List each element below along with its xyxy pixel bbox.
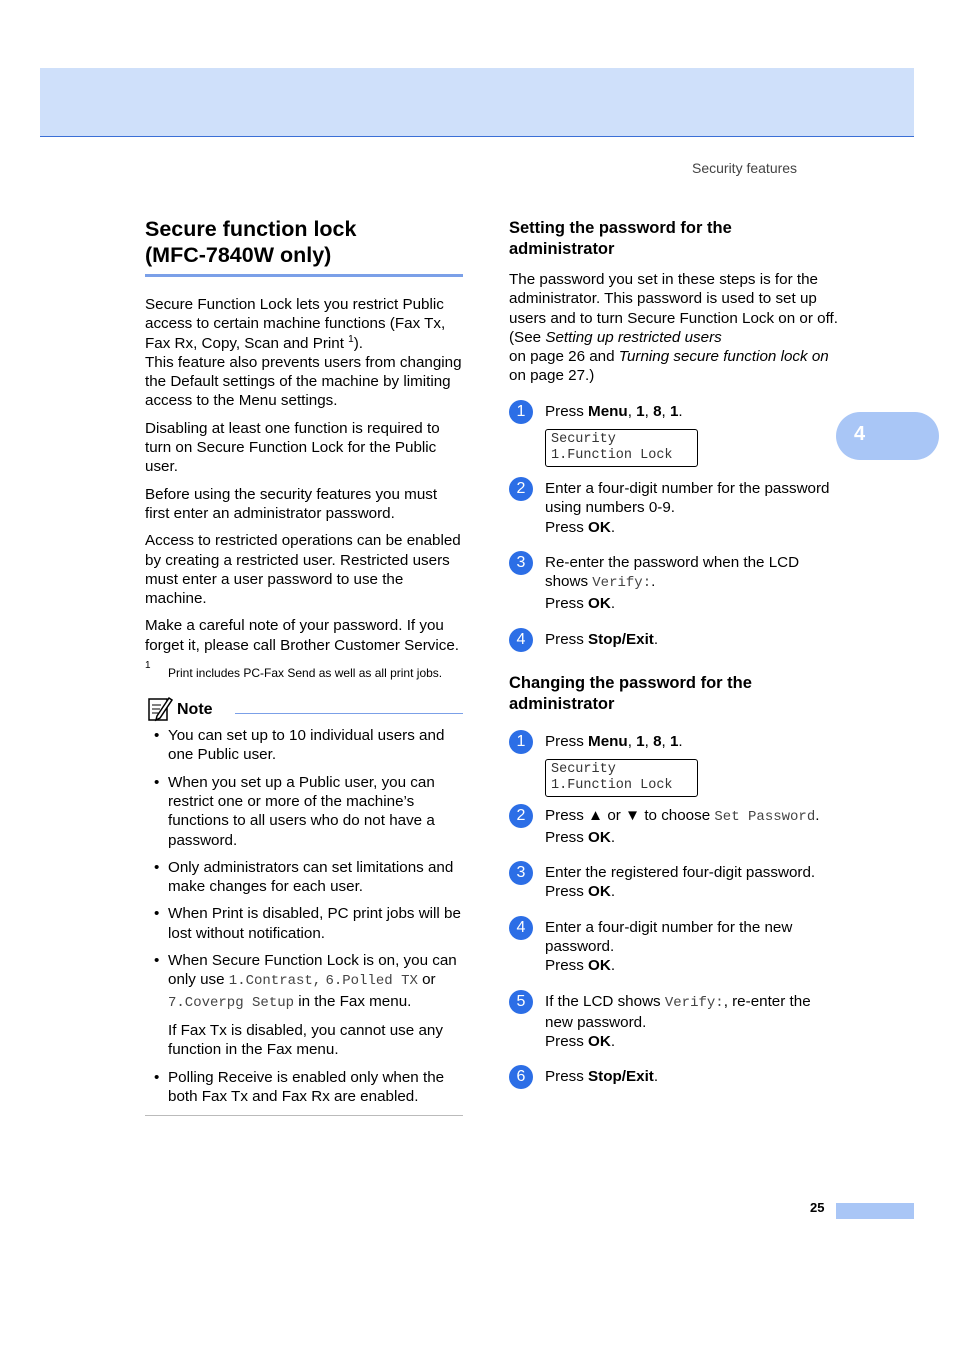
intro-paragraph xyxy=(145,295,463,411)
step-item xyxy=(509,806,839,847)
step-text: . xyxy=(610,957,616,975)
note-header xyxy=(145,696,463,726)
step-text: Press xyxy=(545,518,589,536)
step-text: , xyxy=(627,402,637,420)
note-text: or xyxy=(417,971,436,989)
section-title xyxy=(145,216,463,277)
header-band xyxy=(40,68,914,137)
step-text: Press xyxy=(545,883,589,901)
step-text: Press xyxy=(545,828,589,846)
paragraph-before-using: Before using the security features you must first enter an administrator password. xyxy=(145,485,438,522)
intro-text: The password you set in these steps is for the administrator. This password is used to set up users and to turn Secure Function Lock on or off. (See xyxy=(509,271,838,346)
subtitle-line-2: administrator xyxy=(509,240,615,258)
step-text: , xyxy=(661,733,670,751)
paragraph-disabling: Disabling at least one function is required to turn on Secure Function Lock for the Public user. xyxy=(145,419,440,476)
note-end-rule xyxy=(145,1115,463,1116)
intro-text: on page 27.) xyxy=(509,367,595,385)
step-text: . xyxy=(678,733,683,751)
intro-text-2: This feature also prevents users from changing the Default settings of the machine by limiting access to the Menu settings. xyxy=(145,353,462,410)
step-number: 3 xyxy=(509,551,533,575)
step-text: . xyxy=(610,594,616,612)
step-number: 3 xyxy=(509,861,533,885)
step-text: Press xyxy=(545,957,589,975)
right-column xyxy=(509,218,839,1087)
note-title: Note xyxy=(177,701,213,719)
step-text: , xyxy=(644,402,654,420)
step-item xyxy=(509,992,839,1052)
note-item: • You can set up to 10 individual users and one Public user. xyxy=(145,726,463,765)
lcd-display xyxy=(545,429,698,467)
step-text: . xyxy=(610,518,616,536)
step-item xyxy=(509,1067,839,1086)
step-text: Enter the registered four-digit password. xyxy=(545,864,816,882)
lcd-display xyxy=(545,759,698,797)
step-text: to choose xyxy=(640,807,715,825)
note-item xyxy=(145,951,463,1059)
paragraph-careful-note: Make a careful note of your password. If you forget it, please call Brother Customer Service. xyxy=(145,617,460,654)
step-text: . xyxy=(610,1033,616,1051)
key-1: 1 xyxy=(669,402,679,420)
step-text: . xyxy=(678,402,683,420)
note-item: • When you set up a Public user, you can restrict one or more of the machine’s functions to all users who do not have a password. xyxy=(145,773,463,850)
subtitle-line-1: Setting the password for the xyxy=(509,219,732,237)
step-item xyxy=(509,402,839,467)
intro-text-end: ). xyxy=(353,334,363,352)
intro-text: on page 26 and xyxy=(509,348,619,366)
xref-turning-lock-on: Turning secure function lock on xyxy=(618,348,829,366)
step-text: or xyxy=(603,807,626,825)
step-number: 1 xyxy=(509,730,533,754)
chapter-number: 4 xyxy=(854,423,866,445)
lcd-line-2: 1.Function Lock xyxy=(551,778,673,794)
step-number: 6 xyxy=(509,1065,533,1089)
step-text: . xyxy=(610,828,616,846)
key-ok: OK xyxy=(588,1033,611,1051)
xref-restricted-users: Setting up restricted users xyxy=(545,328,722,346)
step-number: 4 xyxy=(509,628,533,652)
key-stop-exit: Stop/Exit xyxy=(588,630,654,648)
running-header: Security features xyxy=(692,160,798,176)
step-text: , xyxy=(661,402,670,420)
up-arrow-icon: ▲ xyxy=(588,807,604,825)
setting-intro xyxy=(509,270,839,386)
subtitle-line-2: administrator xyxy=(509,695,615,714)
lcd-line-1: Security xyxy=(551,762,616,778)
step-number: 2 xyxy=(509,804,533,828)
key-1: 1 xyxy=(669,733,679,751)
step-text: Press xyxy=(545,594,589,612)
key-menu: Menu xyxy=(588,733,628,751)
step-text: , re-enter the new password. xyxy=(545,992,811,1031)
key-menu: Menu xyxy=(588,402,628,420)
note-item: • Polling Receive is enabled only when the both Fax Tx and Fax Rx are enabled. xyxy=(145,1068,463,1107)
key-8: 8 xyxy=(653,733,662,751)
lcd-text-set-password: Set Password xyxy=(714,809,816,826)
step-item xyxy=(509,479,839,537)
note-rule xyxy=(235,713,463,714)
subsection-title-changing xyxy=(509,673,839,715)
step-text: . xyxy=(815,807,820,825)
key-ok: OK xyxy=(588,594,611,612)
footnote-text: Print includes PC-Fax Send as well as all print jobs. xyxy=(168,666,443,681)
step-item xyxy=(509,863,839,902)
step-text: Re-enter the password when the LCD shows xyxy=(545,553,800,591)
page-number-bar xyxy=(836,1203,914,1219)
note-text: When Secure Function Lock is on, you can only use xyxy=(168,952,457,989)
changing-steps xyxy=(509,732,839,1087)
step-text: , xyxy=(644,733,654,751)
step-number: 2 xyxy=(509,477,533,501)
key-stop-exit: Stop/Exit xyxy=(588,1068,654,1086)
key-1: 1 xyxy=(636,402,645,420)
step-text: . xyxy=(610,883,616,901)
step-text: Press xyxy=(545,1033,589,1051)
step-number: 5 xyxy=(509,990,533,1014)
menu-option-coverpg-setup: 7.Coverpg Setup xyxy=(168,994,295,1011)
footnote-number: 1 xyxy=(145,660,151,672)
intro-text: Secure Function Lock lets you restrict Public access to certain machine functions (Fax Tx, Fax Rx, Copy, Scan and Print xyxy=(145,296,446,352)
paragraph-access: Access to restricted operations can be enabled by creating a restricted user. Restricted users must enter a user password to use the machine. xyxy=(145,532,461,608)
note-text: in the Fax menu. xyxy=(294,992,412,1010)
step-item xyxy=(509,553,839,613)
step-text: . xyxy=(653,1068,659,1086)
lcd-text-verify: Verify: xyxy=(592,575,652,592)
step-text: If the LCD shows xyxy=(545,992,665,1010)
page-number: 25 xyxy=(810,1200,825,1215)
lcd-line-1: Security xyxy=(551,432,616,448)
key-ok: OK xyxy=(588,518,611,536)
step-text: , xyxy=(627,733,637,751)
chapter-tab xyxy=(836,412,939,460)
lcd-line-2: 1.Function Lock xyxy=(551,448,673,464)
menu-option-polled-tx: 6.Polled TX xyxy=(325,973,418,990)
key-8: 8 xyxy=(653,402,662,420)
key-ok: OK xyxy=(588,828,611,846)
note-pencil-icon xyxy=(147,696,173,722)
subsection-title-setting xyxy=(509,218,839,260)
step-item xyxy=(509,918,839,976)
step-text: . xyxy=(653,630,659,648)
lcd-text-verify: Verify: xyxy=(664,994,724,1011)
step-text: Press xyxy=(545,402,589,420)
title-line-1: Secure function lock xyxy=(145,217,357,241)
note-item: • When Print is disabled, PC print jobs will be lost without notification. xyxy=(145,904,463,943)
down-arrow-icon: ▼ xyxy=(625,807,641,825)
key-1: 1 xyxy=(636,733,645,751)
step-item xyxy=(509,732,839,797)
footnote xyxy=(145,660,463,681)
note-list xyxy=(145,726,463,1106)
step-text: . xyxy=(651,573,656,591)
key-ok: OK xyxy=(588,957,611,975)
step-text: Press xyxy=(545,630,589,648)
menu-option-contrast: 1.Contrast, xyxy=(228,973,322,990)
subtitle-line-1: Changing the password for the xyxy=(509,674,752,693)
note-item: • Only administrators can set limitations and make changes for each user. xyxy=(145,858,463,897)
step-text: Enter a four-digit number for the password using numbers 0-9. xyxy=(545,480,830,517)
setting-steps xyxy=(509,402,839,649)
step-text: Press xyxy=(545,1068,589,1086)
note-subtext: If Fax Tx is disabled, you cannot use any function in the Fax menu. xyxy=(168,1021,443,1059)
step-text: Press xyxy=(545,733,589,751)
step-text: Press xyxy=(545,807,589,825)
title-line-2: (MFC-7840W only) xyxy=(145,243,332,267)
left-column xyxy=(145,216,463,1116)
step-number: 1 xyxy=(509,400,533,424)
key-ok: OK xyxy=(588,883,611,901)
step-item xyxy=(509,630,839,649)
footnote-ref: 1 xyxy=(348,333,354,345)
step-number: 4 xyxy=(509,916,533,940)
step-text: Enter a four-digit number for the new password. xyxy=(545,918,793,955)
